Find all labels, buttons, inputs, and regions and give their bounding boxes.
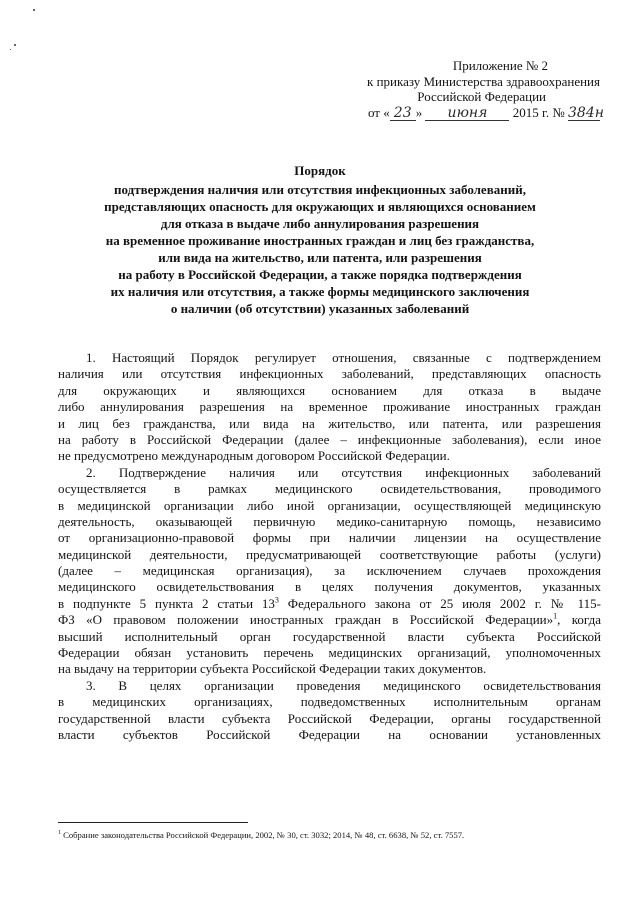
- text-line: наличия или отсутствия инфекционных заболеваний, представляющих опасность: [58, 366, 601, 382]
- text-segment: , когда: [557, 612, 601, 628]
- scan-specks: [0, 0, 40, 60]
- text-line: власти субъектов Российской Федерации на основании установленных: [58, 726, 601, 742]
- handwritten-day: 23: [390, 107, 416, 121]
- ministry-country: Российской Федерации: [417, 89, 546, 104]
- title-line: их наличия или отсутствия, а также формы медицинского заключения: [110, 284, 530, 299]
- text-line: в медицинских организациях, подведомственных исполнительным органам: [58, 694, 601, 710]
- text-segment: в подпункте 5 пункта 2 статьи 13: [58, 595, 275, 611]
- text-line: осуществляется в рамках медицинского освидетельствования, проводимого: [58, 481, 601, 497]
- paragraph-1: [58, 350, 601, 465]
- text-segment: ФЗ «О правовом положении иностранных граждан в Российской Федерации»: [58, 612, 554, 628]
- text-line: высший исполнительный орган государственной власти субъекта Российской: [58, 628, 601, 644]
- text-line: не предусмотрено международным договором Российской Федерации.: [58, 448, 450, 464]
- footnote: [58, 830, 601, 841]
- text-line: государственной власти субъекта Российской Федерации, органы государственной: [58, 710, 601, 726]
- text-line-with-superscript: [58, 596, 601, 612]
- approval-block: [300, 58, 604, 121]
- footnote-text: Собрание законодательства Российской Федерации, 2002, № 30, ст. 3032; 2014, № 48, ст. 6638, № 52, ст. 7557.: [61, 830, 465, 840]
- handwritten-order-number: 384н: [568, 104, 604, 121]
- paragraph-3: [58, 678, 601, 744]
- document-body: [58, 350, 601, 743]
- document-title: [40, 162, 600, 317]
- text-line: на выдачу на территории субъекта Российской Федерации таких документов.: [58, 661, 487, 677]
- text-line: либо аннулирования разрешения на временное проживание иностранных граждан: [58, 399, 601, 415]
- order-reference: к приказу Министерства здравоохранения: [367, 73, 600, 89]
- text-line: 3. В целях организации проведения медицинского освидетельствования: [86, 677, 601, 693]
- handwritten-month: июня: [425, 107, 509, 121]
- date-prefix: от «: [367, 104, 390, 120]
- text-line: медицинской деятельности, предусматривающей соответствующие работы (услуги): [58, 546, 601, 562]
- order-date-line: [300, 104, 604, 121]
- text-line: 1. Настоящий Порядок регулирует отношения, связанные с подтверждением: [86, 350, 601, 365]
- text-line: в медицинской организации либо иной организации, осуществляющей медицинскую: [58, 497, 601, 513]
- title-line: для отказа в выдаче либо аннулирования разрешения: [160, 216, 480, 231]
- appendix-label: Приложение № 2: [452, 58, 548, 73]
- text-line: и лиц без гражданства, или вида на жительство, или патента, или разрешения: [58, 415, 601, 431]
- footnote-mark: 1: [58, 830, 61, 837]
- paragraph-2: [58, 465, 601, 678]
- title-heading: Порядок: [294, 163, 346, 178]
- title-line: на временное проживание иностранных граждан и лиц без гражданства,: [105, 233, 535, 248]
- text-line: Федерации обязан установить перечень медицинских организаций, уполномоченных: [58, 645, 601, 661]
- date-close: »: [415, 104, 423, 120]
- date-year: 2015 г. №: [512, 104, 565, 120]
- title-line: представляющих опасность для окружающих и являющихся основанием: [104, 199, 536, 214]
- footnote-reference[interactable]: 1: [553, 611, 558, 621]
- title-line: о наличии (об отсутствии) указанных заболеваний: [170, 301, 470, 316]
- text-line-with-footnote-ref: [58, 612, 601, 628]
- footnote-divider: [58, 822, 248, 823]
- text-line: 2. Подтверждение наличия или отсутствия инфекционных заболеваний: [86, 464, 601, 480]
- text-line: для окружающих и являющихся основанием для отказа в выдаче: [58, 382, 601, 398]
- article-superscript: 3: [274, 595, 279, 605]
- text-line: на работу в Российской Федерации (далее – инфекционные заболевания), если иное: [58, 431, 601, 447]
- text-line: (далее – медицинская организация), за исключением случаев прохождения: [58, 563, 601, 579]
- text-segment: Федерального закона от 25 июля 2002 г. № 115-: [278, 595, 601, 611]
- text-line: медицинского освидетельствования в целях получения документов, указанных: [58, 579, 601, 595]
- text-line: деятельность, оказывающей первичную медико-санитарную помощь, независимо: [58, 513, 601, 529]
- title-line: подтверждения наличия или отсутствия инфекционных заболеваний,: [114, 182, 526, 197]
- text-line: от организационно-правовой формы при наличии лицензии на осуществление: [58, 530, 601, 546]
- title-line: на работу в Российской Федерации, а также порядка подтверждения: [118, 267, 522, 282]
- title-line: или вида на жительство, или патента, или разрешения: [158, 250, 482, 265]
